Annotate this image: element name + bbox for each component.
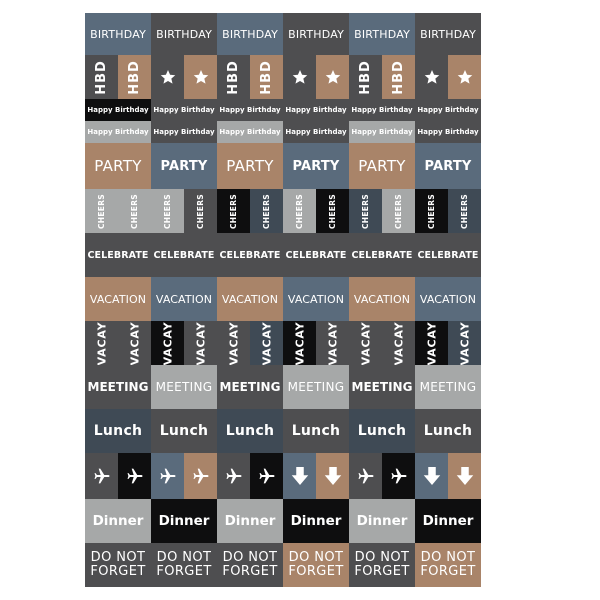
airplane-icon [159,467,177,485]
meeting-sticker [151,365,217,409]
celebrate-label: CELEBRATE [351,249,413,261]
lunch-label: Lunch [291,423,341,439]
birthday-sticker [151,13,217,55]
lunch-label: Lunch [357,423,407,439]
happy-birthday-label: Happy Birthday [285,106,347,114]
arrow-down-icon [324,466,342,486]
do-not-forget-text [420,551,475,579]
happy-birthday-label: Happy Birthday [219,128,281,136]
birthday-label: BIRTHDAY [156,27,212,41]
vacation-sticker [217,277,283,321]
star-icon [457,69,473,85]
cheers-label: CHEERS [295,193,305,229]
star-sticker [448,55,481,99]
vacay-sticker [448,321,481,365]
vacay-label: VACAY [326,321,339,365]
vacation-label: VACATION [353,292,411,306]
hbd-sticker [382,55,415,99]
happy-birthday-sticker [151,99,217,121]
vacay-label: VACAY [95,321,108,365]
cheers-sticker [448,189,481,233]
celebrate-sticker [283,233,349,277]
hbd-label: HBD [94,59,109,95]
cheers-sticker [118,189,151,233]
celebrate-label: CELEBRATE [417,249,479,261]
happy-birthday-label: Happy Birthday [351,106,413,114]
airplane-sticker [382,453,415,499]
vacation-sticker [85,277,151,321]
celebrate-label: CELEBRATE [219,249,281,261]
star-sticker [151,55,184,99]
happy-birthday-label: Happy Birthday [417,106,479,114]
airplane-icon [126,467,144,485]
arrow-sticker [448,453,481,499]
vacay-sticker [283,321,316,365]
happy-birthday-sticker [151,121,217,143]
meeting-sticker [415,365,481,409]
celebrate-sticker [217,233,283,277]
cheers-label: CHEERS [97,193,107,229]
happy-birthday-label: Happy Birthday [219,106,281,114]
cheers-label: CHEERS [163,193,173,229]
birthday-label: BIRTHDAY [354,27,410,41]
meeting-label: MEETING [351,380,413,394]
vacation-sticker [283,277,349,321]
vacay-sticker [184,321,217,365]
party-label: PARTY [226,157,274,175]
vacay-label: VACAY [260,321,273,365]
dinner-sticker [415,499,481,543]
vacay-label: VACAY [194,321,207,365]
do-not-forget-sticker [151,543,217,587]
vacation-label: VACATION [419,292,477,306]
happy-birthday-label: Happy Birthday [87,128,149,136]
meeting-label: MEETING [155,380,213,394]
lunch-sticker [151,409,217,453]
vacay-label: VACAY [458,321,471,365]
dinner-label: Dinner [158,513,210,529]
lunch-sticker [415,409,481,453]
star-icon [424,69,440,85]
meeting-sticker [283,365,349,409]
birthday-sticker [85,13,151,55]
vacation-sticker [415,277,481,321]
happy-birthday-sticker [349,99,415,121]
party-label: PARTY [160,158,208,174]
star-sticker [184,55,217,99]
dinner-sticker [349,499,415,543]
star-icon [292,69,308,85]
celebrate-sticker [349,233,415,277]
cheers-sticker [151,189,184,233]
party-sticker [283,143,349,189]
do-not-forget-sticker [283,543,349,587]
party-label: PARTY [292,158,340,174]
vacay-sticker [316,321,349,365]
cheers-label: CHEERS [130,193,140,229]
cheers-label: CHEERS [394,193,404,229]
party-sticker [151,143,217,189]
airplane-icon [390,467,408,485]
star-sticker [283,55,316,99]
meeting-sticker [217,365,283,409]
cheers-label: CHEERS [262,193,272,229]
do-not-forget-sticker [85,543,151,587]
vacay-label: VACAY [392,321,405,365]
vacation-label: VACATION [89,292,147,306]
do-not-label: DO NOT [354,550,410,565]
arrow-down-icon [456,466,474,486]
forget-label: FORGET [354,564,410,579]
happy-birthday-label: Happy Birthday [285,128,347,136]
happy-birthday-sticker [415,99,481,121]
cheers-sticker [184,189,217,233]
airplane-sticker [184,453,217,499]
airplane-icon [93,467,111,485]
cheers-label: CHEERS [460,193,470,229]
party-sticker [85,143,151,189]
lunch-sticker [283,409,349,453]
birthday-label: BIRTHDAY [420,27,476,41]
party-label: PARTY [358,157,406,175]
vacation-label: VACATION [155,292,213,306]
arrow-sticker [283,453,316,499]
hbd-sticker [85,55,118,99]
forget-label: FORGET [156,564,212,579]
party-sticker [349,143,415,189]
do-not-label: DO NOT [288,550,344,565]
cheers-sticker [415,189,448,233]
lunch-label: Lunch [93,423,143,439]
meeting-sticker [85,365,151,409]
airplane-icon [192,467,210,485]
hbd-label: HBD [358,59,373,95]
lunch-sticker [349,409,415,453]
star-icon [325,69,341,85]
do-not-label: DO NOT [222,550,278,565]
airplane-sticker [151,453,184,499]
meeting-sticker [349,365,415,409]
airplane-icon [258,467,276,485]
cheers-sticker [316,189,349,233]
star-sticker [415,55,448,99]
do-not-forget-text [90,551,145,579]
party-sticker [217,143,283,189]
vacay-sticker [118,321,151,365]
celebrate-label: CELEBRATE [153,249,215,261]
do-not-forget-sticker [217,543,283,587]
vacay-label: VACAY [425,321,438,365]
do-not-forget-text [222,551,277,579]
celebrate-sticker [415,233,481,277]
do-not-forget-sticker [415,543,481,587]
meeting-label: MEETING [219,380,281,394]
cheers-sticker [250,189,283,233]
birthday-label: BIRTHDAY [90,27,146,41]
do-not-forget-text [156,551,211,579]
happy-birthday-sticker [283,121,349,143]
arrow-down-icon [423,466,441,486]
dinner-label: Dinner [224,513,276,529]
airplane-icon [225,467,243,485]
cheers-label: CHEERS [361,193,371,229]
do-not-forget-text [354,551,409,579]
hbd-sticker [250,55,283,99]
party-label: PARTY [424,158,472,174]
happy-birthday-sticker [85,121,151,143]
airplane-icon [357,467,375,485]
happy-birthday-label: Happy Birthday [153,128,215,136]
vacay-label: VACAY [359,321,372,365]
cheers-sticker [283,189,316,233]
forget-label: FORGET [222,564,278,579]
happy-birthday-sticker [415,121,481,143]
happy-birthday-label: Happy Birthday [417,128,479,136]
cheers-sticker [217,189,250,233]
arrow-sticker [415,453,448,499]
cheers-label: CHEERS [229,193,239,229]
dinner-label: Dinner [92,513,144,529]
vacay-sticker [151,321,184,365]
celebrate-sticker [85,233,151,277]
arrow-sticker [316,453,349,499]
forget-label: FORGET [90,564,146,579]
birthday-sticker [349,13,415,55]
dinner-sticker [217,499,283,543]
do-not-forget-sticker [349,543,415,587]
vacation-label: VACATION [287,292,345,306]
forget-label: FORGET [288,564,344,579]
lunch-label: Lunch [159,423,209,439]
hbd-label: HBD [127,59,142,95]
cheers-sticker [349,189,382,233]
vacay-sticker [250,321,283,365]
birthday-sticker [415,13,481,55]
dinner-sticker [283,499,349,543]
star-icon [160,69,176,85]
lunch-label: Lunch [225,423,275,439]
lunch-label: Lunch [423,423,473,439]
meeting-label: MEETING [287,380,345,394]
vacay-sticker [415,321,448,365]
vacation-sticker [151,277,217,321]
vacay-label: VACAY [161,321,174,365]
hbd-label: HBD [226,59,241,95]
do-not-forget-text [288,551,343,579]
dinner-sticker [151,499,217,543]
party-sticker [415,143,481,189]
do-not-label: DO NOT [90,550,146,565]
forget-label: FORGET [420,564,476,579]
airplane-sticker [217,453,250,499]
happy-birthday-sticker [349,121,415,143]
celebrate-label: CELEBRATE [87,249,149,261]
party-label: PARTY [94,157,142,175]
vacation-sticker [349,277,415,321]
sticker-sheet [85,13,516,587]
vacay-sticker [85,321,118,365]
happy-birthday-sticker [217,99,283,121]
happy-birthday-label: Happy Birthday [351,128,413,136]
celebrate-label: CELEBRATE [285,249,347,261]
star-sticker [316,55,349,99]
airplane-sticker [349,453,382,499]
lunch-sticker [217,409,283,453]
lunch-sticker [85,409,151,453]
airplane-sticker [250,453,283,499]
cheers-sticker [85,189,118,233]
birthday-sticker [217,13,283,55]
cheers-label: CHEERS [328,193,338,229]
hbd-sticker [118,55,151,99]
birthday-label: BIRTHDAY [288,27,344,41]
vacay-label: VACAY [293,321,306,365]
vacay-sticker [382,321,415,365]
arrow-down-icon [291,466,309,486]
dinner-label: Dinner [422,513,474,529]
dinner-label: Dinner [290,513,342,529]
dinner-sticker [85,499,151,543]
hbd-sticker [349,55,382,99]
hbd-sticker [217,55,250,99]
meeting-label: MEETING [419,380,477,394]
cheers-label: CHEERS [196,193,206,229]
do-not-label: DO NOT [420,550,476,565]
meeting-label: MEETING [87,380,149,394]
happy-birthday-sticker [283,99,349,121]
happy-birthday-sticker [85,99,151,121]
dinner-label: Dinner [356,513,408,529]
happy-birthday-label: Happy Birthday [153,106,215,114]
vacay-label: VACAY [128,321,141,365]
airplane-sticker [85,453,118,499]
hbd-label: HBD [391,59,406,95]
happy-birthday-label: Happy Birthday [87,106,149,114]
celebrate-sticker [151,233,217,277]
happy-birthday-sticker [217,121,283,143]
hbd-label: HBD [259,59,274,95]
airplane-sticker [118,453,151,499]
birthday-sticker [283,13,349,55]
star-icon [193,69,209,85]
vacay-sticker [217,321,250,365]
cheers-label: CHEERS [427,193,437,229]
cheers-sticker [382,189,415,233]
do-not-label: DO NOT [156,550,212,565]
vacay-label: VACAY [227,321,240,365]
vacation-label: VACATION [221,292,279,306]
vacay-sticker [349,321,382,365]
birthday-label: BIRTHDAY [222,27,278,41]
